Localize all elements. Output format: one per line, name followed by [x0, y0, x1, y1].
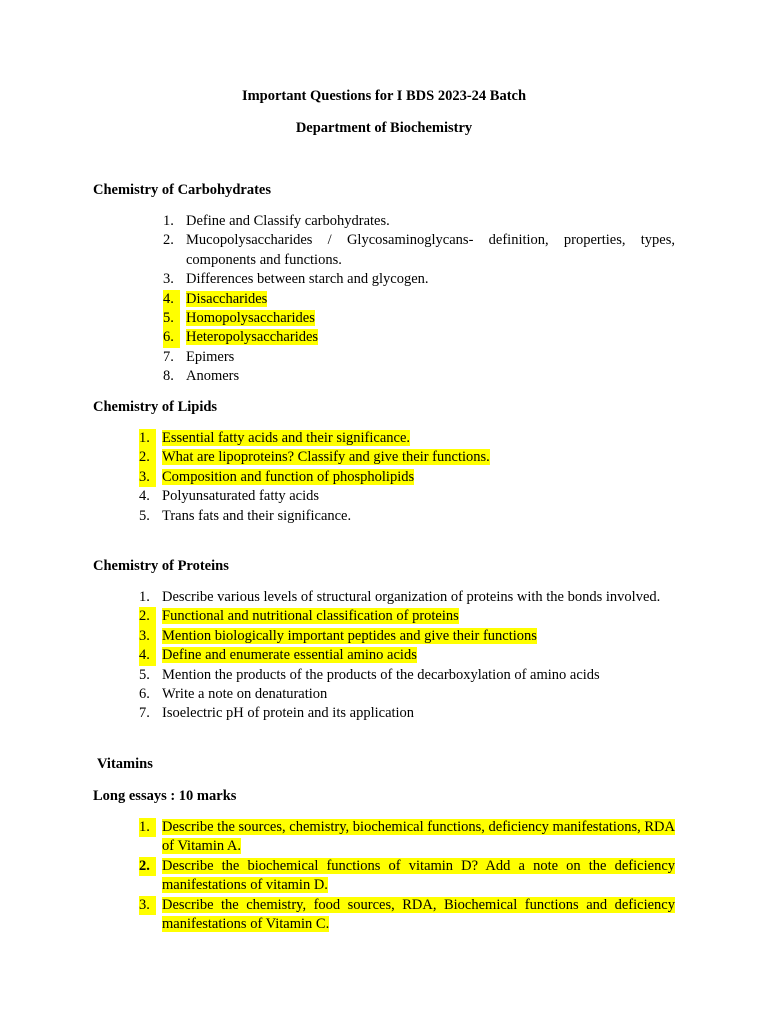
list-item-text: Define and enumerate essential amino acids	[162, 647, 417, 664]
list-item-text: Functional and nutritional classification of proteins	[162, 608, 459, 625]
list-item-text: Mucopolysaccharides / Glycosaminoglycans- definition, properties, types, components and functions.	[186, 232, 675, 268]
list-item	[139, 448, 675, 467]
list-item	[139, 704, 675, 723]
list-item-number: 5.	[139, 507, 150, 524]
list-item-number: 2.	[139, 448, 156, 467]
list-item-number: 2.	[139, 607, 156, 626]
list-item-text: Describe the chemistry, food sources, RDA, Biochemical functions and deficiency manifestations of Vitamin C.	[162, 896, 675, 933]
list-item-number: 3.	[163, 271, 174, 288]
list-item-number: 1.	[139, 589, 150, 605]
list-item	[163, 231, 675, 270]
list-item	[163, 270, 675, 289]
list-item-text: Differences between starch and glycogen.	[186, 271, 429, 288]
list-item-text: Trans fats and their significance.	[162, 507, 352, 524]
section-heading-carbohydrates: Chemistry of Carbohydrates	[93, 182, 272, 198]
list-item-number: 6.	[163, 328, 180, 347]
document-title: Important Questions for I BDS 2023-24 Batch	[241, 88, 527, 104]
list-item	[163, 309, 675, 328]
list-item-number: 2.	[139, 857, 156, 876]
list-item	[139, 896, 675, 935]
list-item	[139, 666, 675, 685]
section-subheading-long-essays: Long essays : 10 marks	[93, 788, 237, 804]
list-item-text: Homopolysaccharides	[186, 310, 315, 327]
vitamins-list	[139, 818, 675, 934]
list-item	[139, 818, 675, 857]
list-item-text: Write a note on denaturation	[162, 686, 328, 703]
list-item-number: 1.	[139, 818, 156, 837]
section-heading-proteins: Chemistry of Proteins	[93, 558, 229, 574]
list-item-number: 5.	[139, 666, 150, 683]
section-heading-vitamins: Vitamins	[97, 756, 153, 772]
list-item-text: Describe the sources, chemistry, biochemical functions, deficiency manifestations, RDA of Vitamin A.	[162, 819, 675, 855]
list-item-number: 5.	[163, 309, 180, 328]
list-item	[139, 607, 675, 626]
list-item-text: Describe the biochemical functions of vitamin D? Add a note on the deficiency manifestations of vitamin D.	[162, 857, 675, 894]
list-item	[139, 507, 675, 526]
list-item	[163, 290, 675, 309]
list-item-number: 3.	[139, 468, 156, 487]
list-item-text: Mention the products of the products of the decarboxylation of amino acids	[162, 666, 600, 683]
list-item-text: Isoelectric pH of protein and its application	[162, 705, 415, 722]
list-item-text: Define and Classify carbohydrates.	[186, 213, 390, 229]
list-item-text: Mention biologically important peptides and give their functions	[162, 627, 537, 644]
list-item-number: 4.	[139, 488, 150, 505]
list-item-text: Essential fatty acids and their significance.	[162, 430, 411, 446]
list-item-text: Epimers	[186, 348, 235, 365]
list-item-number: 4.	[139, 646, 156, 665]
list-item-number: 3.	[139, 627, 156, 646]
list-item	[139, 646, 675, 665]
list-item	[139, 487, 675, 506]
list-item	[163, 328, 675, 347]
list-item-number: 3.	[139, 896, 156, 915]
list-item	[163, 348, 675, 367]
list-item	[163, 367, 675, 386]
list-item	[139, 429, 675, 448]
list-item-text: Disaccharides	[186, 290, 268, 307]
list-item	[139, 685, 675, 704]
list-item	[139, 468, 675, 487]
list-item-number: 6.	[139, 686, 150, 703]
department-title: Department of Biochemistry	[295, 120, 473, 136]
list-item-number: 4.	[163, 290, 180, 309]
list-item	[139, 588, 675, 607]
list-item-number: 8.	[163, 368, 174, 385]
lipids-list	[139, 429, 675, 526]
list-item-text: What are lipoproteins? Classify and give their functions.	[162, 449, 490, 466]
list-item-text: Anomers	[186, 368, 240, 385]
list-item-number: 2.	[163, 232, 174, 249]
list-item-number: 7.	[163, 348, 174, 365]
proteins-list	[139, 588, 675, 724]
section-heading-lipids: Chemistry of Lipids	[93, 399, 218, 415]
list-item-text: Polyunsaturated fatty acids	[162, 488, 320, 505]
list-item-number: 1.	[139, 429, 156, 448]
carbohydrates-list	[163, 212, 675, 387]
list-item-number: 1.	[163, 213, 174, 229]
list-item	[163, 212, 675, 231]
list-item	[139, 627, 675, 646]
list-item	[139, 857, 675, 896]
list-item-text: Describe various levels of structural organization of proteins with the bonds involved.	[162, 589, 661, 605]
list-item-text: Composition and function of phospholipids	[162, 468, 415, 485]
list-item-number: 7.	[139, 705, 150, 722]
list-item-text: Heteropolysaccharides	[186, 329, 319, 346]
